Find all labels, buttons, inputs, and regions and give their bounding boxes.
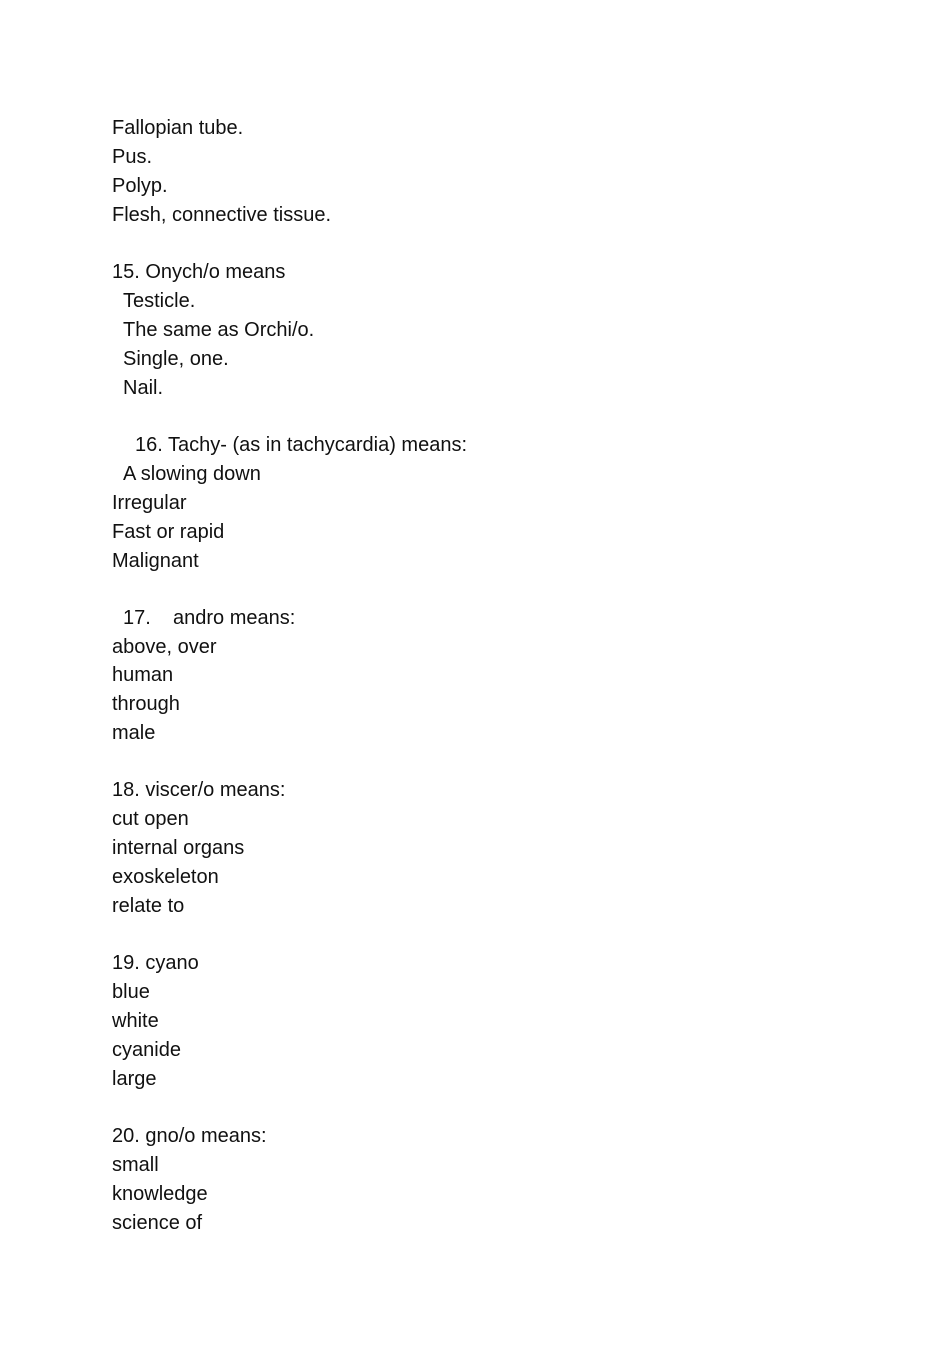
option-text: relate to xyxy=(112,895,185,917)
option-text: Fast or rapid xyxy=(112,521,225,543)
option-text: white xyxy=(112,1010,159,1032)
question-prompt: 20. gno/o means: xyxy=(112,1125,267,1147)
option-text: A slowing down xyxy=(123,463,261,485)
option-text: cut open xyxy=(112,808,189,830)
option-text: Pus. xyxy=(112,146,153,168)
question-prompt: 18. viscer/o means: xyxy=(112,779,286,801)
option-text: internal organs xyxy=(112,837,245,859)
option-text: through xyxy=(112,693,180,715)
option-text: large xyxy=(112,1068,157,1090)
option-text: Irregular xyxy=(112,492,187,514)
option-text: male xyxy=(112,722,156,744)
option-text: The same as Orchi/o. xyxy=(123,319,315,341)
option-text: human xyxy=(112,664,174,686)
question-prompt: 17. andro means: xyxy=(123,607,296,629)
option-text: Single, one. xyxy=(123,348,229,370)
option-text: above, over xyxy=(112,636,217,658)
option-text: small xyxy=(112,1154,159,1176)
option-text: Flesh, connective tissue. xyxy=(112,204,331,226)
option-text: Malignant xyxy=(112,550,199,572)
option-text: cyanide xyxy=(112,1039,181,1061)
option-text: science of xyxy=(112,1212,203,1234)
option-text: blue xyxy=(112,981,150,1003)
option-text: Fallopian tube. xyxy=(112,117,244,139)
option-text: Polyp. xyxy=(112,175,168,197)
option-text: Testicle. xyxy=(123,290,196,312)
question-prompt: 19. cyano xyxy=(112,952,199,974)
option-text: exoskeleton xyxy=(112,866,219,888)
option-text: knowledge xyxy=(112,1183,208,1205)
option-text: Nail. xyxy=(123,377,164,399)
question-prompt: 16. Tachy- (as in tachycardia) means: xyxy=(135,434,468,456)
question-prompt: 15. Onych/o means xyxy=(112,261,286,283)
